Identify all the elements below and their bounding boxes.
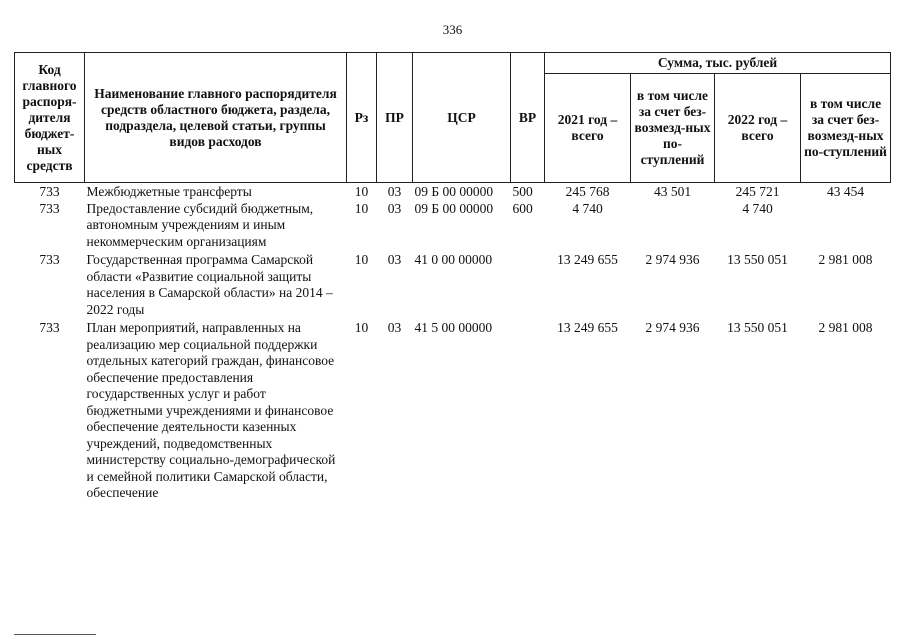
header-2021-total: 2021 год – всего (545, 74, 631, 183)
cell-pr: 03 (387, 200, 402, 216)
cell-rz: 10 (354, 184, 369, 199)
cell-vr (511, 252, 545, 320)
cell-2021-grant (631, 201, 715, 253)
table-row (15, 183, 891, 201)
table-row (15, 201, 891, 253)
header-rz: Рз (347, 53, 377, 183)
cell-pr: 03 (387, 184, 402, 199)
cell-2022-total: 245 721 (735, 184, 780, 199)
cell-2021-total: 4 740 (572, 200, 603, 216)
cell-code: 733 (39, 320, 60, 335)
cell-csr: 41 5 00 00000 (414, 320, 493, 335)
header-pr: ПР (377, 53, 413, 183)
cell-2021-total: 245 768 (565, 184, 610, 199)
page-number: 336 (442, 22, 463, 37)
cell-vr (511, 320, 545, 502)
cell-2021-grant: 43 501 (653, 184, 692, 199)
bottom-rule (14, 634, 96, 635)
cell-2022-total: 4 740 (742, 200, 773, 216)
cell-code: 733 (39, 200, 60, 216)
cell-pr: 03 (387, 252, 402, 267)
cell-name: Межбюджетные трансферты (86, 184, 252, 199)
cell-rz: 10 (354, 252, 369, 267)
header-2022-grant: в том числе за счет без-возмезд-ных по-ступлений (801, 74, 891, 183)
cell-csr: 09 Б 00 00000 (414, 184, 494, 199)
header-2021-grant: в том числе за счет без-возмезд-ных по-ступлений (631, 74, 715, 183)
cell-name: Государственная программа Самарской области «Развитие социальной защиты населения в Самарской области» на 2014 – 2022 годы (86, 252, 333, 317)
cell-rz: 10 (354, 200, 369, 216)
cell-2021-grant: 2 974 936 (645, 320, 700, 335)
cell-2021-grant: 2 974 936 (645, 252, 700, 267)
cell-pr: 03 (387, 320, 402, 335)
cell-2022-total: 13 550 051 (727, 320, 788, 335)
table-row (15, 252, 891, 320)
cell-2021-total: 13 249 655 (557, 320, 618, 335)
header-csr: ЦСР (413, 53, 511, 183)
header-2022-total: 2022 год – всего (715, 74, 801, 183)
budget-table (14, 52, 891, 502)
header-vr: ВР (511, 53, 545, 183)
cell-2022-total: 13 550 051 (727, 252, 788, 267)
table-row (15, 320, 891, 502)
cell-csr: 09 Б 00 00000 (414, 200, 494, 216)
cell-vr: 500 (512, 184, 533, 199)
cell-vr: 600 (512, 200, 533, 216)
cell-code: 733 (39, 252, 60, 267)
cell-code: 733 (39, 184, 60, 199)
cell-2022-grant: 2 981 008 (818, 320, 873, 335)
cell-2022-grant: 43 454 (826, 184, 865, 199)
cell-name: Предоставление субсидий бюджетным, автономным учреждениям и иным некоммерческим организациям (86, 200, 314, 249)
cell-2021-total: 13 249 655 (557, 252, 618, 267)
cell-2022-grant: 2 981 008 (818, 252, 873, 267)
cell-rz: 10 (354, 320, 369, 335)
cell-name: План мероприятий, направленных на реализацию мер социальной поддержки отдельных категорий граждан, финансовое обеспечение предоставления государственных услуг и работ бюджетными учреждениями и финансовое обеспечение деятельности казенных учреждений, подведомственных министерству социально-демографической и семейной политики Самарской области, обеспечение (86, 320, 336, 500)
cell-2022-grant (801, 201, 891, 253)
header-name: Наименование главного распорядителя средств областного бюджета, раздела, подраздела, целевой статьи, группы видов расходов (85, 53, 347, 183)
cell-csr: 41 0 00 00000 (414, 252, 493, 267)
header-sum-group: Сумма, тыс. рублей (545, 53, 891, 74)
header-code: Код главного распоря-дителя бюджет-ных средств (15, 53, 85, 183)
